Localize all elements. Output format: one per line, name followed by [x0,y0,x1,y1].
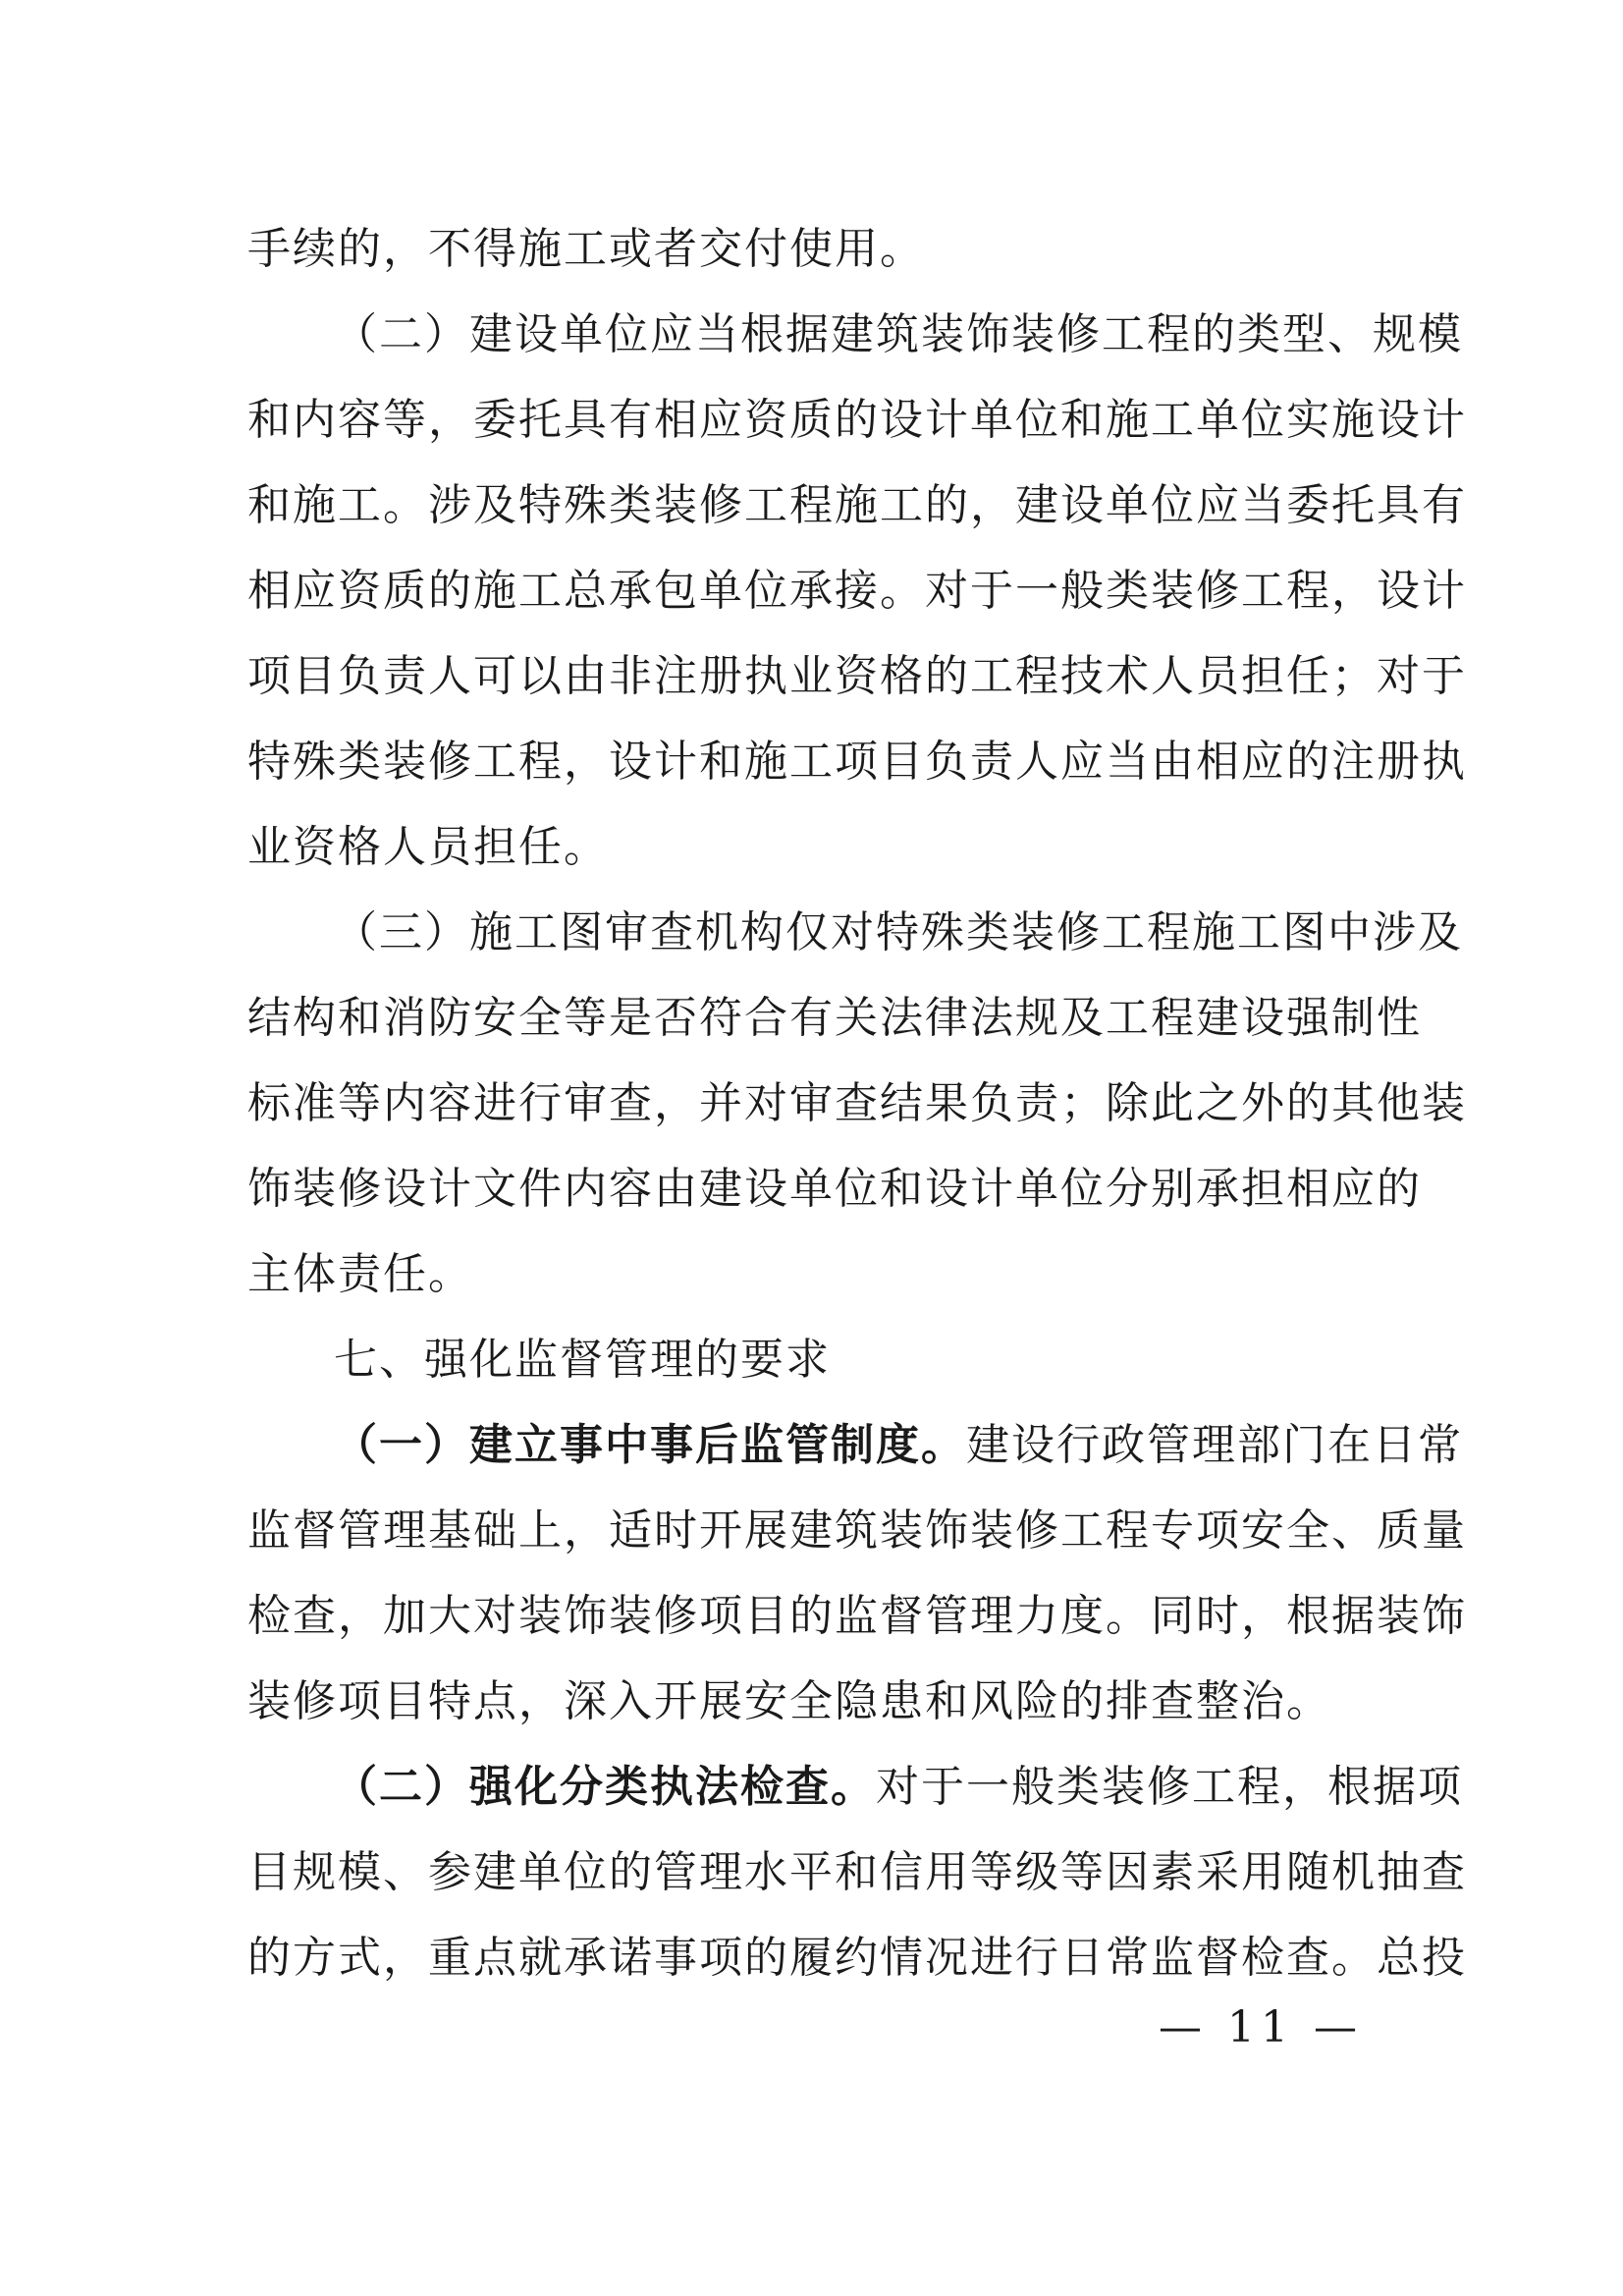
text-line: 和内容等，委托具有相应资质的设计单位和施工单位实施设计 [247,395,1467,445]
text-line: （二）建设单位应当根据建筑装饰装修工程的类型、规模 [334,309,1463,359]
text-line [247,1402,1463,1488]
text-line: 项目负责人可以由非注册执业资格的工程技术人员担任；对于 [247,651,1467,701]
page-number: — 11 — [1159,2002,1363,2052]
text-line: 饰装修设计文件内容由建设单位和设计单位分别承担相应的 [247,1164,1422,1214]
text-line: 相应资质的施工总承包单位承接。对于一般类装修工程，设计 [247,566,1467,616]
text-line: 装修项目特点，深入开展安全隐患和风险的排查整治。 [247,1676,1331,1726]
text-line [247,1744,1463,1830]
text-run: 建设行政管理部门在日常 [966,1420,1463,1470]
bold-subheading: （二）强化分类执法检查。 [334,1762,876,1812]
section-heading: 七、强化监督管理的要求 [334,1335,831,1385]
text-line: 业资格人员担任。 [247,822,609,872]
text-line: （三）施工图审查机构仅对特殊类装修工程施工图中涉及 [334,907,1463,957]
document-body [247,206,1467,2000]
text-line: 的方式，重点就承诺事项的履约情况进行日常监督检查。总投 [247,1933,1467,1983]
text-line: 特殊类装修工程，设计和施工项目负责人应当由相应的注册执 [247,737,1467,787]
text-line: 手续的，不得施工或者交付使用。 [247,224,925,274]
text-line: 标准等内容进行审查，并对审查结果负责；除此之外的其他装 [247,1078,1467,1128]
bold-subheading: （一）建立事中事后监管制度。 [334,1420,966,1470]
text-line: 和施工。涉及特殊类装修工程施工的，建设单位应当委托具有 [247,480,1467,530]
text-line: 检查，加大对装饰装修项目的监督管理力度。同时，根据装饰 [247,1591,1467,1641]
text-line: 目规模、参建单位的管理水平和信用等级等因素采用随机抽查 [247,1847,1467,1897]
text-line: 结构和消防安全等是否符合有关法律法规及工程建设强制性 [247,993,1422,1043]
text-line: 监督管理基础上，适时开展建筑装饰装修工程专项安全、质量 [247,1505,1467,1556]
text-line: 主体责任。 [247,1249,473,1299]
text-run: 对于一般类装修工程，根据项 [876,1762,1463,1812]
